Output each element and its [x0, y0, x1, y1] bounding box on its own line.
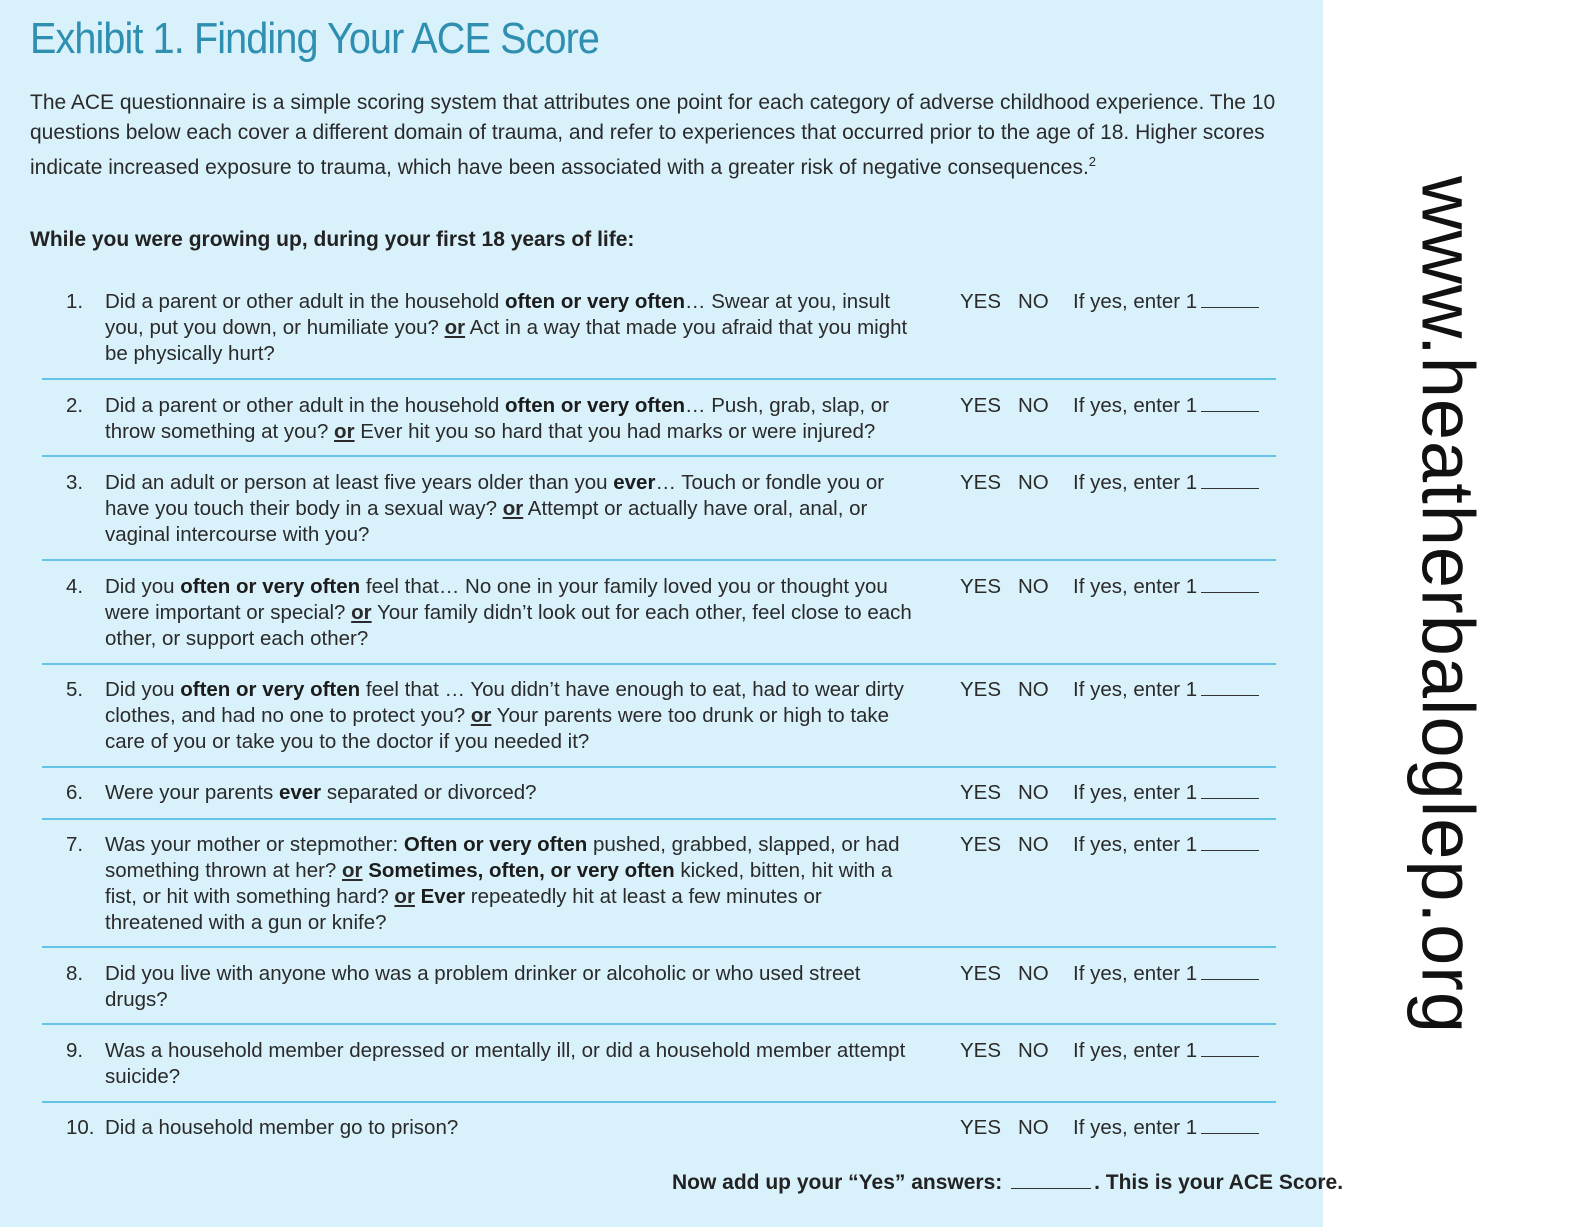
no-option[interactable]: NO — [1018, 781, 1049, 804]
question-number: 7. — [66, 833, 84, 856]
question-number: 6. — [66, 781, 84, 804]
score-entry-label: If yes, enter 1 — [1073, 575, 1198, 598]
row-divider — [42, 1101, 1276, 1103]
score-blank[interactable] — [1201, 393, 1259, 412]
row-divider — [42, 663, 1276, 665]
yes-option[interactable]: YES — [960, 781, 1002, 804]
total-label: Now add up your “Yes” answers: — [672, 1171, 1003, 1194]
score-entry-label: If yes, enter 1 — [1073, 781, 1198, 804]
question-text: Did a parent or other adult in the household often or very often… Swear at you, insult you, put you down, or humiliate you? or Act in a way that made you afraid that you might be physically hurt? — [105, 290, 908, 365]
intro-paragraph — [30, 88, 1300, 183]
total-score-blank[interactable] — [1011, 1170, 1091, 1189]
question-number: 8. — [66, 962, 84, 985]
question-text: Was your mother or stepmother: Often or very often pushed, grabbed, slapped, or had something thrown at her? or Sometimes, often, or very often kicked, bitten, hit with a fist, or hit with something hard? or Ever repeatedly hit at least a few minutes or threatened with a gun or knife? — [105, 833, 900, 934]
question-number: 10. — [66, 1116, 95, 1139]
yes-option[interactable]: YES — [960, 471, 1002, 494]
question-text: Did you live with anyone who was a problem drinker or alcoholic or who used street drugs? — [105, 962, 861, 1011]
score-blank[interactable] — [1201, 574, 1259, 593]
score-entry — [1073, 393, 1259, 419]
row-divider — [42, 378, 1276, 380]
score-entry — [1073, 1038, 1259, 1064]
score-entry — [1073, 470, 1259, 496]
score-entry — [1073, 961, 1259, 987]
yes-option[interactable]: YES — [960, 290, 1002, 313]
question-number: 4. — [66, 575, 84, 598]
question-text: Did a parent or other adult in the household often or very often… Push, grab, slap, or throw something at you? or Ever hit you so hard that you had marks or were injured? — [105, 394, 889, 443]
score-entry-label: If yes, enter 1 — [1073, 962, 1198, 985]
score-entry-label: If yes, enter 1 — [1073, 471, 1198, 494]
question-text: Did you often or very often feel that … You didn’t have enough to eat, had to wear dirty clothes, and had no one to protect you? or Your parents were too drunk or high to take care of you or take you to the doctor if you needed it? — [105, 678, 904, 753]
score-entry — [1073, 289, 1259, 315]
watermark-url: www.heatherbaloglep.org — [1406, 175, 1490, 1035]
total-suffix: . This is your ACE Score. — [1094, 1171, 1344, 1194]
no-option[interactable]: NO — [1018, 1116, 1049, 1139]
score-entry-label: If yes, enter 1 — [1073, 290, 1198, 313]
score-blank[interactable] — [1201, 289, 1259, 308]
question-number: 9. — [66, 1039, 84, 1062]
row-divider — [42, 766, 1276, 768]
question-text: Was a household member depressed or mentally ill, or did a household member attempt suicide? — [105, 1039, 906, 1088]
question-text: Did a household member go to prison? — [105, 1116, 459, 1139]
score-entry — [1073, 780, 1259, 806]
question-text: Did an adult or person at least five years older than you ever… Touch or fondle you or have you touch their body in a sexual way? or Attempt or actually have oral, anal, or vaginal intercourse with you? — [105, 471, 885, 546]
page-title: Exhibit 1. Finding Your ACE Score — [30, 14, 600, 63]
score-blank[interactable] — [1201, 780, 1259, 799]
question-number: 2. — [66, 394, 84, 417]
score-blank[interactable] — [1201, 832, 1259, 851]
score-blank[interactable] — [1201, 1038, 1259, 1057]
score-entry — [1073, 832, 1259, 858]
score-entry-label: If yes, enter 1 — [1073, 1116, 1198, 1139]
score-entry — [1073, 677, 1259, 703]
score-blank[interactable] — [1201, 677, 1259, 696]
row-divider — [42, 455, 1276, 457]
question-text: Did you often or very often feel that… No one in your family loved you or thought you were important or special? or Your family didn’t look out for each other, feel close to each other, or support each other? — [105, 575, 912, 650]
score-entry-label: If yes, enter 1 — [1073, 394, 1198, 417]
score-blank[interactable] — [1201, 470, 1259, 489]
yes-option[interactable]: YES — [960, 1039, 1002, 1062]
score-entry — [1073, 574, 1259, 600]
question-text: Were your parents ever separated or divorced? — [105, 781, 537, 804]
row-divider — [42, 559, 1276, 561]
no-option[interactable]: NO — [1018, 290, 1049, 313]
question-number: 1. — [66, 290, 84, 313]
score-entry-label: If yes, enter 1 — [1073, 678, 1198, 701]
yes-option[interactable]: YES — [960, 394, 1002, 417]
panel-divider — [1323, 0, 1338, 1227]
no-option[interactable]: NO — [1018, 1039, 1049, 1062]
intro-text: The ACE questionnaire is a simple scoring system that attributes one point for each category of adverse childhood experience. The 10 questions below each cover a different domain of trauma, and refer to experiences that occurred prior to the age of 18. Higher scores indicate increased exposure to trauma, which have been associated with a greater risk of negative consequences. — [30, 91, 1276, 179]
score-entry-label: If yes, enter 1 — [1073, 833, 1198, 856]
total-score-line — [672, 1170, 1343, 1195]
no-option[interactable]: NO — [1018, 678, 1049, 701]
no-option[interactable]: NO — [1018, 833, 1049, 856]
no-option[interactable]: NO — [1018, 575, 1049, 598]
row-divider — [42, 946, 1276, 948]
question-number: 5. — [66, 678, 84, 701]
score-blank[interactable] — [1201, 961, 1259, 980]
score-blank[interactable] — [1201, 1115, 1259, 1134]
row-divider — [42, 818, 1276, 820]
score-entry-label: If yes, enter 1 — [1073, 1039, 1198, 1062]
no-option[interactable]: NO — [1018, 394, 1049, 417]
yes-option[interactable]: YES — [960, 1116, 1002, 1139]
score-entry — [1073, 1115, 1259, 1141]
footnote-marker: 2 — [1088, 154, 1097, 169]
no-option[interactable]: NO — [1018, 962, 1049, 985]
yes-option[interactable]: YES — [960, 678, 1002, 701]
lead-heading: While you were growing up, during your first 18 years of life: — [30, 228, 635, 251]
yes-option[interactable]: YES — [960, 575, 1002, 598]
question-number: 3. — [66, 471, 84, 494]
yes-option[interactable]: YES — [960, 833, 1002, 856]
row-divider — [42, 1023, 1276, 1025]
no-option[interactable]: NO — [1018, 471, 1049, 494]
yes-option[interactable]: YES — [960, 962, 1002, 985]
